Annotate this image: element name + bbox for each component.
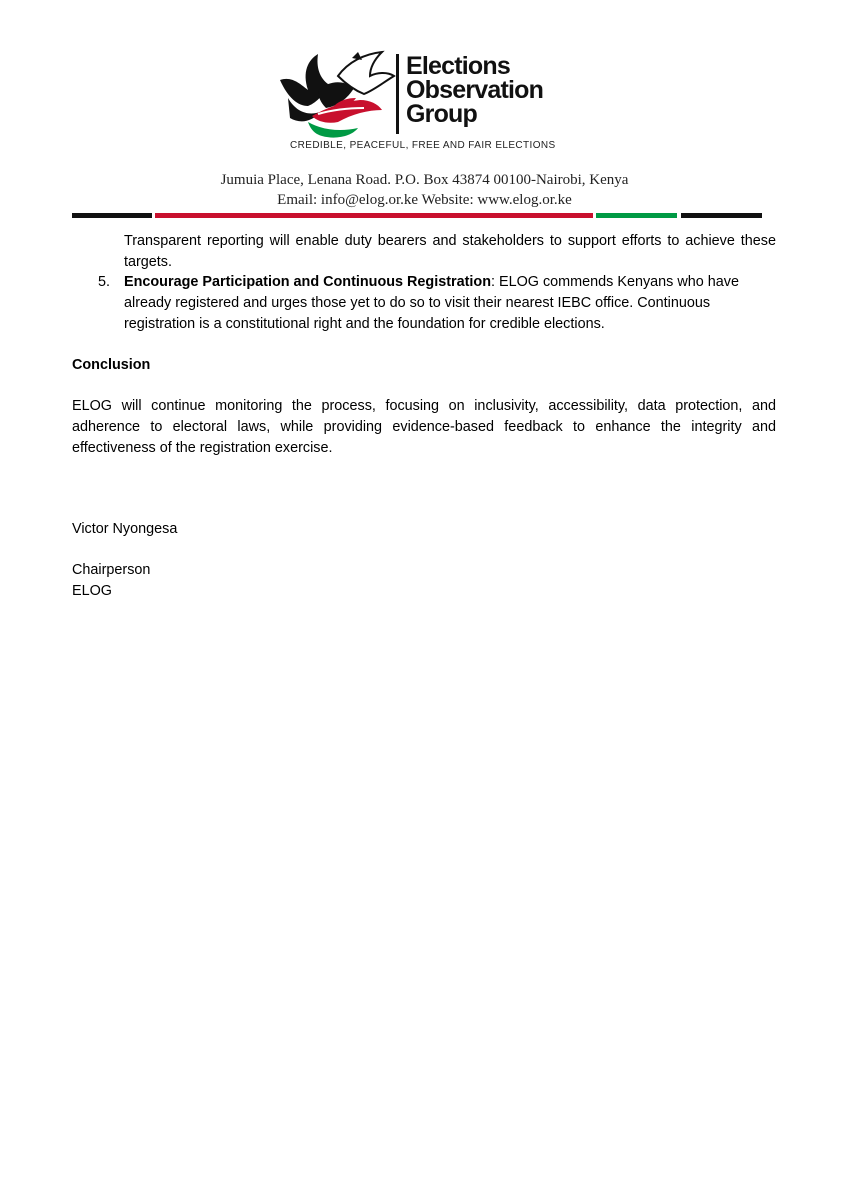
address-line: Jumuia Place, Lenana Road. P.O. Box 43874 00100-Nairobi, Kenya: [220, 172, 629, 188]
logo-word-group: Group: [406, 100, 477, 128]
organization-logo-text: [406, 54, 543, 126]
section-heading: Conclusion: [72, 357, 151, 373]
letterhead-logo: [278, 44, 578, 156]
list-item-content: [124, 272, 776, 335]
logo-word-observation: Observation: [406, 76, 544, 104]
dove-logo-icon: [278, 50, 396, 142]
header-stripe-red: [155, 213, 593, 218]
list-item-number: 5.: [98, 274, 111, 290]
signatory-name: Victor Nyongesa: [72, 521, 178, 537]
signatory-organization: ELOG: [72, 583, 112, 599]
list-item-text: : ELOG commends Kenyans who have already registered and urges those yet to do so to visit their nearest IEBC office. Continuous registration is a constitutional right and the foundation for credible elections.: [124, 274, 739, 332]
signatory-title: Chairperson: [72, 562, 151, 578]
logo-word-elections: Elections: [406, 52, 510, 80]
list-item-continuation: Transparent reporting will enable duty bearers and stakeholders to support efforts to achieve these targets.: [124, 233, 776, 270]
conclusion-paragraph: ELOG will continue monitoring the process, focusing on inclusivity, accessibility, data protection, and adherence to electoral laws, while providing evidence-based feedback to enhance the integrity and effectiveness of the registration exercise.: [72, 398, 776, 456]
logo-divider: [396, 54, 399, 134]
list-item-title: Encourage Participation and Continuous Registration: [124, 274, 491, 290]
logo-tagline: CREDIBLE, PEACEFUL, FREE AND FAIR ELECTIONS: [290, 140, 556, 151]
header-stripe-green: [596, 213, 677, 218]
header-stripe-black-right: [681, 213, 762, 218]
header-stripe-black-left: [72, 213, 152, 218]
contact-line: Email: info@elog.or.ke Website: www.elog.or.ke: [277, 192, 572, 208]
